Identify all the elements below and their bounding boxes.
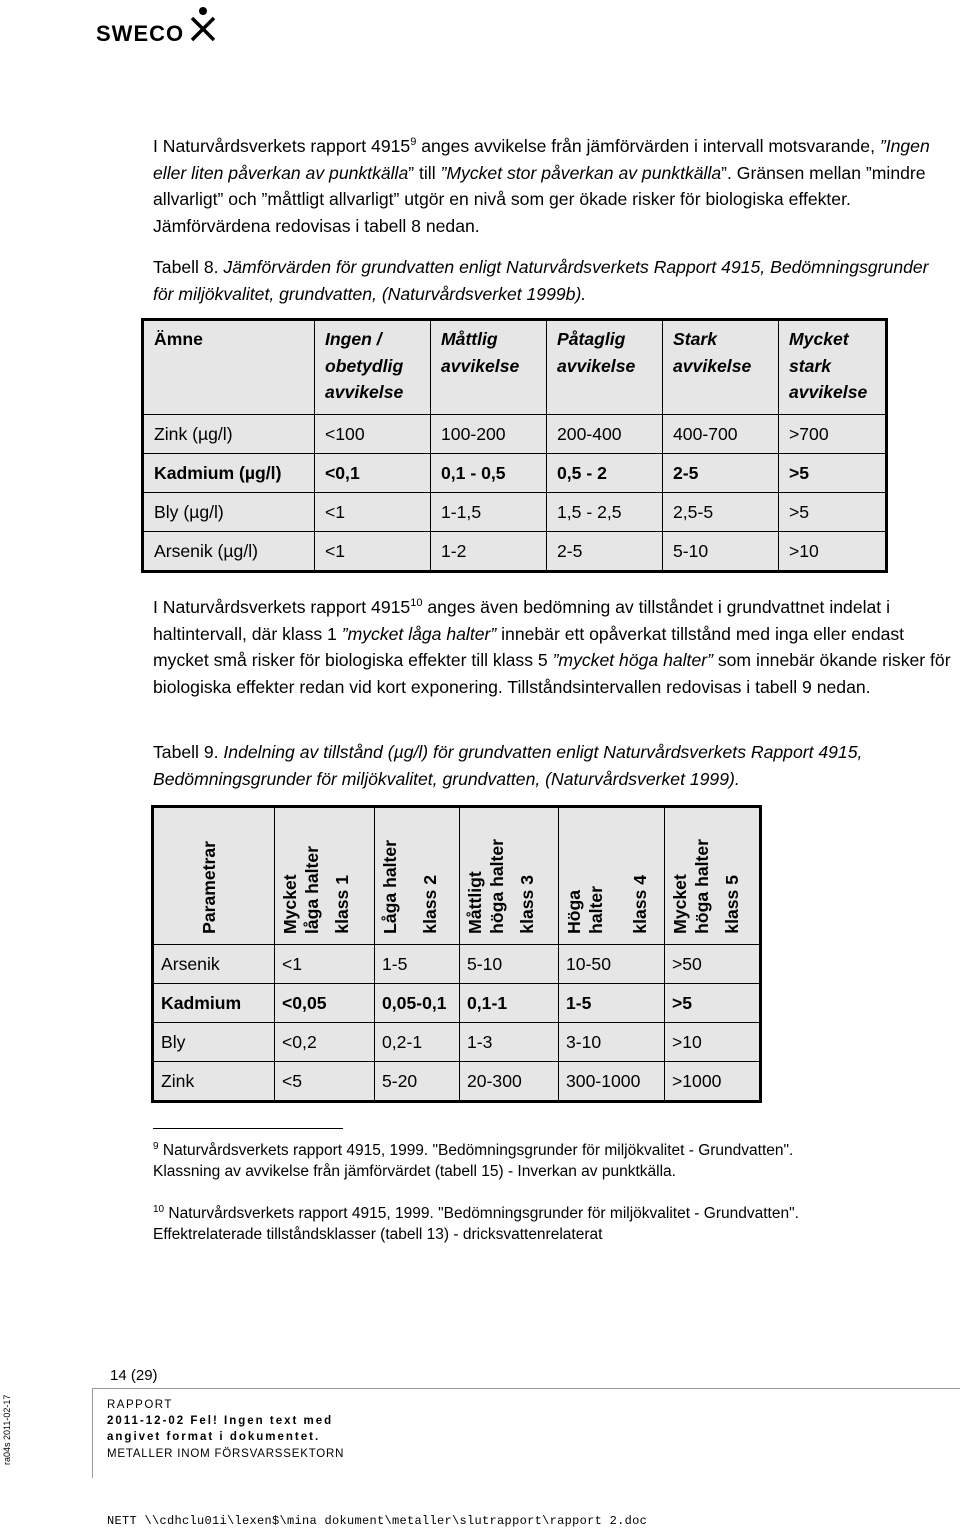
table-row (143, 493, 887, 532)
cell: <0,1 (315, 454, 431, 493)
cell: 3-10 (559, 1023, 665, 1062)
header-stark: Stark avvikelse (663, 320, 779, 415)
header-mycket-stark: Mycket stark avvikelse (779, 320, 887, 415)
cell: >50 (665, 945, 761, 984)
cell: 400-700 (663, 415, 779, 454)
header-klass: klass 3 (517, 875, 537, 934)
logo-text: SWECO (96, 21, 185, 46)
logo-mark-icon (190, 6, 216, 42)
cell: Bly (153, 1023, 275, 1062)
cell: >5 (779, 493, 887, 532)
header-mattlig: Måttlig avvikelse (431, 320, 547, 415)
cell: >10 (665, 1023, 761, 1062)
footer-date-cont: angivet format i dokumentet. (107, 1431, 321, 1443)
table-9 (151, 805, 762, 1103)
cell: Zink (153, 1062, 275, 1102)
cell: 1,5 - 2,5 (547, 493, 663, 532)
footer-title: METALLER INOM FÖRSVARSSEKTORN (107, 1448, 345, 1460)
header-klass: klass 1 (332, 875, 352, 934)
cell: 200-400 (547, 415, 663, 454)
cell: <5 (275, 1062, 375, 1102)
cell: 1-5 (375, 945, 460, 984)
cell: 2-5 (547, 532, 663, 572)
cell: 0,2-1 (375, 1023, 460, 1062)
cell: 5-10 (663, 532, 779, 572)
header-label: Mycket höga halter (670, 839, 712, 934)
cell: Arsenik (µg/l) (143, 532, 315, 572)
table8-caption: Tabell 8. Jämförvärden för grundvatten enligt Naturvårdsverkets Rapport 4915, Bedömningsgrunder för miljökvalitet, grundvatten, (Naturvårdsverket 1999b). (153, 257, 929, 304)
footer-date: 2011-12-02 Fel! Ingen text med (107, 1415, 334, 1427)
table-8 (141, 318, 888, 573)
table-row (153, 945, 761, 984)
table-header-row (143, 320, 887, 415)
table-row (143, 415, 887, 454)
header-amne: Ämne (143, 320, 315, 415)
cell: 0,5 - 2 (547, 454, 663, 493)
cell: 5-20 (375, 1062, 460, 1102)
footnote-9: $^9$ Naturvårdsverkets rapport 4915, 1999. "Bedömningsgrunder för miljökvalitet - Grundvatten". Klassning av avvikelse från jämförvärdet (tabell 15) - Inverkan av punktkälla. (153, 1140, 794, 1180)
footer-vrule (92, 1388, 93, 1478)
header-label: Höga halter (564, 886, 606, 934)
cell: 1-1,5 (431, 493, 547, 532)
intro-paragraph: I Naturvårdsverkets rapport 4915$^9$ anges avvikelse från jämförvärden i intervall motsvarande, ”Ingen eller liten påverkan av punktkälla” till ”Mycket stor påverkan av punktkälla”. Gränsen mellan ”mindre allvarligt” och ”måttligt allvarligt” utgör en nivå som ger ökade risker för biologiska effekter. Jämförvärdena redovisas i tabell 8 nedan. (153, 136, 930, 236)
cell: <1 (315, 532, 431, 572)
cell: 0,1 - 0,5 (431, 454, 547, 493)
cell: Kadmium (µg/l) (143, 454, 315, 493)
table-row (143, 454, 887, 493)
cell: 300-1000 (559, 1062, 665, 1102)
table-row (143, 532, 887, 572)
footer-rule (92, 1388, 960, 1389)
footnote-rule (153, 1128, 343, 1129)
table-row (153, 1023, 761, 1062)
cell: 0,05-0,1 (375, 984, 460, 1023)
header-klass-3 (460, 807, 559, 945)
cell: Kadmium (153, 984, 275, 1023)
sweco-logo (96, 6, 236, 46)
cell: 100-200 (431, 415, 547, 454)
header-parametrar (153, 807, 275, 945)
template-id: ra04s 2011-02-17 (2, 1394, 12, 1465)
cell: <100 (315, 415, 431, 454)
table-row (153, 1062, 761, 1102)
cell: 10-50 (559, 945, 665, 984)
cell: >5 (779, 454, 887, 493)
cell: <0,2 (275, 1023, 375, 1062)
cell: 2-5 (663, 454, 779, 493)
header-label: Mycket låga halter (280, 845, 322, 934)
header-klass: klass 5 (722, 875, 742, 934)
cell: <1 (315, 493, 431, 532)
cell: Zink (µg/l) (143, 415, 315, 454)
cell: 1-2 (431, 532, 547, 572)
class-paragraph: I Naturvårdsverkets rapport 4915$^{10}$ anges även bedömning av tillståndet i grundvattnet indelat i haltintervall, där klass 1 ”mycket låga halter” innebär ett opåverkat tillstånd med inga eller endast mycket små risker för biologiska effekter till klass 5 ”mycket höga halter” som innebär ökande risker för biologiska effekter redan vid kort exponering. Tillståndsintervallen redovisas i tabell 9 nedan. (153, 597, 951, 697)
cell: Arsenik (153, 945, 275, 984)
cell: 1-3 (460, 1023, 559, 1062)
cell: <0,05 (275, 984, 375, 1023)
header-parametrar-label: Parametrar (199, 841, 219, 934)
header-klass: klass 2 (420, 875, 440, 934)
footer-doc-type: RAPPORT (107, 1399, 173, 1411)
header-klass-4 (559, 807, 665, 945)
table9-caption: Tabell 9. Indelning av tillstånd (µg/l) för grundvatten enligt Naturvårdsverkets Rapport 4915, Bedömningsgrunder för miljökvalitet, grundvatten, (Naturvårdsverket 1999). (153, 742, 863, 789)
page-number: 14 (29) (110, 1367, 158, 1384)
cell: >5 (665, 984, 761, 1023)
cell: 0,1-1 (460, 984, 559, 1023)
header-label: Måttligt höga halter (465, 839, 507, 934)
header-label: Låga halter (380, 840, 400, 934)
cell: >10 (779, 532, 887, 572)
cell: Bly (µg/l) (143, 493, 315, 532)
cell: >1000 (665, 1062, 761, 1102)
header-klass-2 (375, 807, 460, 945)
header-klass: klass 4 (630, 875, 650, 934)
header-klass-5 (665, 807, 761, 945)
footnote-10: $^{10}$ Naturvårdsverkets rapport 4915, 1999. "Bedömningsgrunder för miljökvalitet - Grundvatten". Effektrelaterade tillståndsklasser (tabell 13) - dricksvattenrelaterat (153, 1203, 799, 1243)
footer-path: NETT \\cdhclu01i\lexen$\mina dokument\metaller\slutrapport\rapport 2.doc (107, 1514, 648, 1528)
header-klass-1 (275, 807, 375, 945)
cell: <1 (275, 945, 375, 984)
cell: 5-10 (460, 945, 559, 984)
header-pataglig: Påtaglig avvikelse (547, 320, 663, 415)
table-row (153, 984, 761, 1023)
header-ingen: Ingen / obetydlig avvikelse (315, 320, 431, 415)
cell: 1-5 (559, 984, 665, 1023)
cell: 20-300 (460, 1062, 559, 1102)
table-header-row (153, 807, 761, 945)
cell: >700 (779, 415, 887, 454)
cell: 2,5-5 (663, 493, 779, 532)
